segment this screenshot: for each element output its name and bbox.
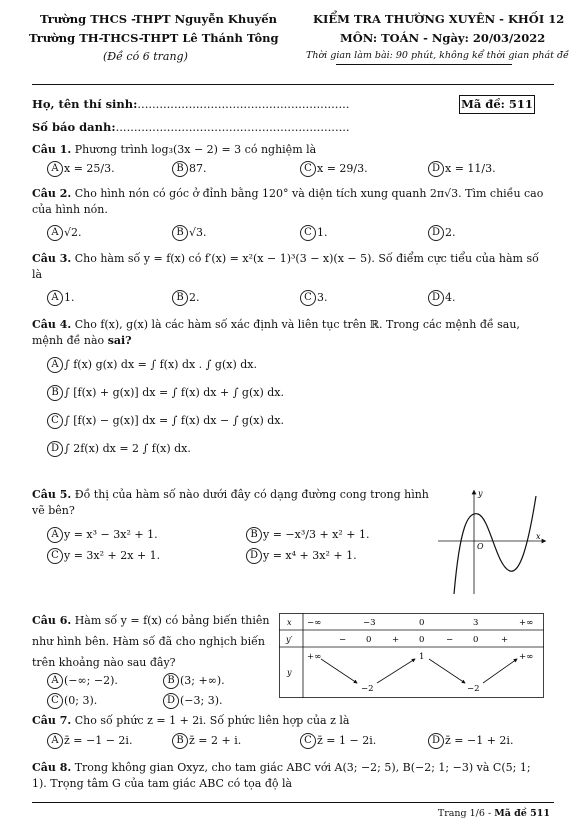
vt-y-1: 1 — [419, 652, 425, 662]
vt-arrow-1 — [321, 659, 357, 683]
q4-option-d[interactable]: D ∫ 2f(x) dx = 2 ∫ f(x) dx. — [47, 441, 191, 457]
vt-sign-0: − — [339, 635, 347, 645]
q5-option-c[interactable]: C y = 3x² + 2x + 1. — [47, 548, 160, 564]
student-id-label: Số báo danh:................................................................ — [32, 120, 350, 134]
header-divider — [32, 84, 554, 85]
q5-option-b[interactable]: B y = −x³/3 + x² + 1. — [246, 527, 370, 543]
q6-option-c[interactable]: C (0; 3). — [47, 693, 97, 709]
vt-sign-1: 0 — [366, 635, 372, 645]
exam-title: KIỂM TRA THƯỜNG XUYÊN - KHỐI 12 — [313, 12, 565, 26]
q6-option-a[interactable]: A (−∞; −2). — [47, 673, 118, 689]
vt-y-0: +∞ — [307, 652, 322, 662]
question-1: Câu 1. Phương trình log₃(3x − 2) = 3 có nghiệm là — [32, 143, 317, 156]
vt-yp-label: y′ — [286, 635, 293, 644]
origin-label: O — [477, 542, 484, 551]
vt-sign-6: + — [501, 635, 509, 645]
header-underline — [336, 64, 512, 65]
q2-option-b[interactable]: B √3. — [172, 225, 207, 241]
footer-divider — [32, 802, 554, 803]
question-4: Câu 4. Cho f(x), g(x) là các hàm số xác định và liên tục trên ℝ. Trong các mệnh đề sau, mệnh đề nào sai? — [32, 318, 520, 347]
cubic-graph — [438, 486, 548, 598]
question-2: Câu 2. Cho hình nón có góc ở đỉnh bằng 120° và diện tích xung quanh 2π√3. Tìm chiều cao của hình nón. — [32, 187, 544, 216]
q6-option-d[interactable]: D (−3; 3). — [163, 693, 223, 709]
q1-option-b[interactable]: B 87. — [172, 161, 207, 177]
x-axis-label: x — [536, 532, 541, 541]
curve — [454, 496, 536, 594]
q1-option-a[interactable]: A x = 25/3. — [47, 161, 115, 177]
vt-x-4: +∞ — [519, 618, 534, 628]
q4-option-c[interactable]: C ∫ [f(x) − g(x)] dx = ∫ f(x) dx − ∫ g(x) dx. — [47, 413, 284, 429]
vt-x-3: 3 — [473, 618, 479, 628]
vt-y-2: +∞ — [519, 652, 534, 662]
q7-option-d[interactable]: D z̄ = −1 + 2i. — [428, 733, 513, 749]
school-name-1: Trường THCS -THPT Nguyễn Khuyến — [40, 12, 277, 26]
vt-arrow-4 — [483, 659, 517, 683]
q2-option-a[interactable]: A √2. — [47, 225, 82, 241]
exam-duration: Thời gian làm bài: 90 phút, không kể thời gian phát đề — [306, 50, 569, 61]
school-name-2: Trường TH-THCS-THPT Lê Thánh Tông — [29, 31, 279, 45]
question-6: Câu 6. Hàm số y = f(x) có bảng biến thiên như hình bên. Hàm số đã cho nghịch biến trên khoảng nào sau đây? — [32, 614, 270, 669]
page-footer: Trang 1/6 - Mã đề 511 — [437, 808, 550, 819]
q4-option-a[interactable]: A ∫ f(x) g(x) dx = ∫ f(x) dx . ∫ g(x) dx. — [47, 357, 257, 373]
vt-sign-4: − — [446, 635, 454, 645]
q3-option-c[interactable]: C 3. — [300, 290, 328, 306]
q7-option-b[interactable]: B z̄ = 2 + i. — [172, 733, 241, 749]
variation-table — [279, 613, 545, 699]
exam-subject: MÔN: TOÁN - Ngày: 20/03/2022 — [340, 31, 546, 45]
vt-sign-5: 0 — [473, 635, 479, 645]
q6-option-b[interactable]: B (3; +∞). — [163, 673, 225, 689]
student-name-label: Họ, tên thí sinh:.......................................................... — [32, 97, 350, 111]
q7-option-c[interactable]: C z̄ = 1 − 2i. — [300, 733, 376, 749]
vt-x-1: −3 — [363, 618, 376, 628]
vt-x-label: x — [287, 618, 292, 627]
question-3: Câu 3. Cho hàm số y = f(x) có f′(x) = x²(x − 1)³(3 − x)(x − 5). Số điểm cực tiểu của hàm số là — [32, 252, 539, 281]
question-7: Câu 7. Cho số phức z = 1 + 2i. Số phức liên hợp của z là — [32, 714, 350, 727]
q2-option-c[interactable]: C 1. — [300, 225, 328, 241]
q1-option-d[interactable]: D x = 11/3. — [428, 161, 496, 177]
question-8: Câu 8. Trong không gian Oxyz, cho tam giác ABC với A(3; −2; 5), B(−2; 1; −3) và C(5; 1; 1). Trọng tâm G của tam giác ABC có tọa độ là — [32, 761, 531, 790]
q2-option-d[interactable]: D 2. — [428, 225, 456, 241]
page-count: (Đề có 6 trang) — [103, 50, 188, 63]
q5-option-a[interactable]: A y = x³ − 3x² + 1. — [47, 527, 158, 543]
vt-y-4: −2 — [467, 684, 480, 694]
vt-arrow-2 — [377, 659, 415, 683]
q3-option-a[interactable]: A 1. — [47, 290, 75, 306]
vt-arrow-3 — [429, 659, 465, 683]
q3-option-b[interactable]: B 2. — [172, 290, 200, 306]
vt-y-3: −2 — [361, 684, 374, 694]
q5-option-d[interactable]: D y = x⁴ + 3x² + 1. — [246, 548, 357, 564]
q3-option-d[interactable]: D 4. — [428, 290, 456, 306]
q7-option-a[interactable]: A z̄ = −1 − 2i. — [47, 733, 132, 749]
vt-y-label: y — [287, 668, 292, 677]
vt-sign-3: 0 — [419, 635, 425, 645]
vt-sign-2: + — [392, 635, 400, 645]
vt-x-2: 0 — [419, 618, 425, 628]
exam-code-box: Mã đề: 511 — [459, 95, 535, 114]
q4-option-b[interactable]: B ∫ [f(x) + g(x)] dx = ∫ f(x) dx + ∫ g(x) dx. — [47, 385, 284, 401]
question-5: Câu 5. Đồ thị của hàm số nào dưới đây có dạng đường cong trong hình vẽ bên? — [32, 488, 429, 517]
y-axis-label: y — [478, 489, 483, 498]
q1-option-c[interactable]: C x = 29/3. — [300, 161, 368, 177]
vt-x-0: −∞ — [307, 618, 322, 628]
